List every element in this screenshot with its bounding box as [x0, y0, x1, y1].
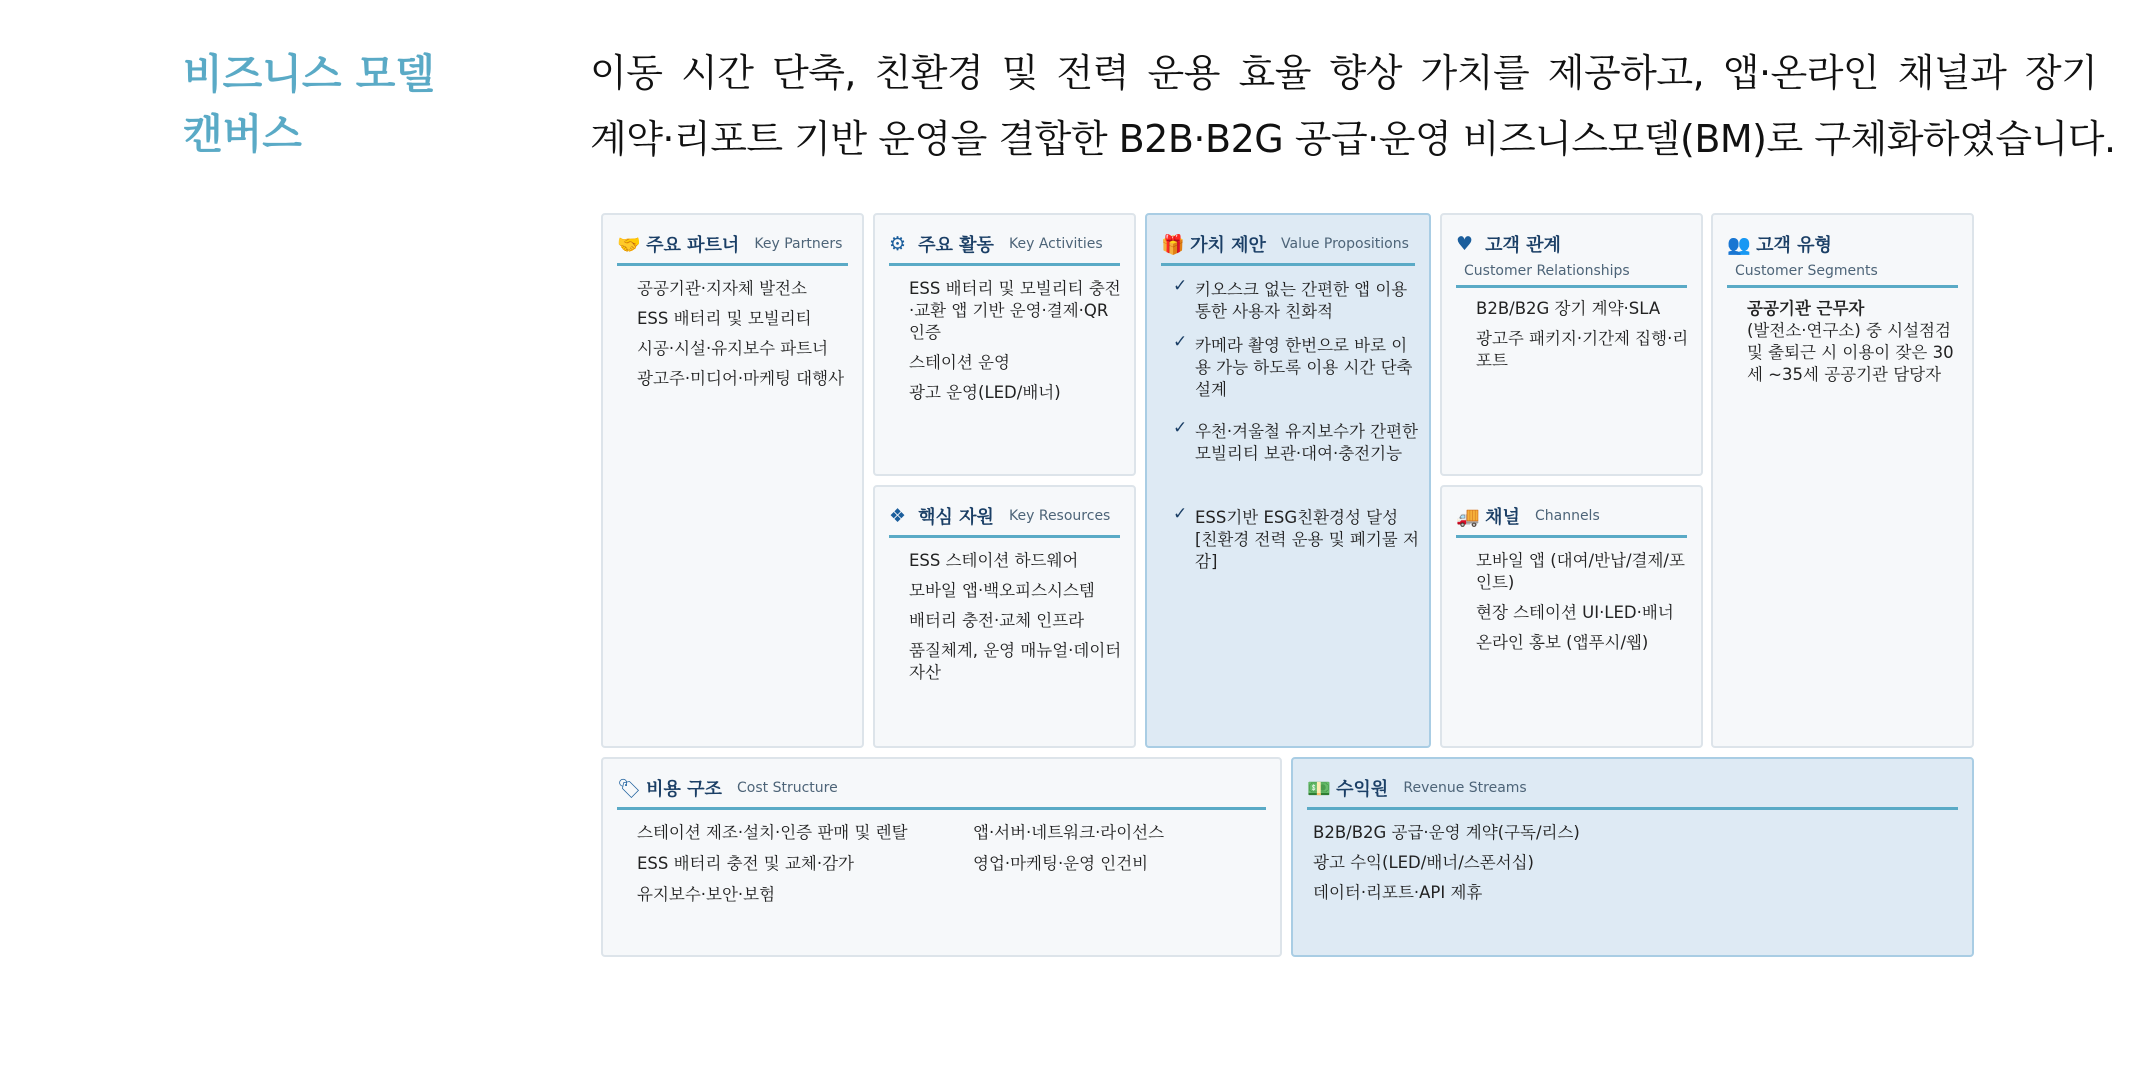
list-item: 광고 운영(LED/배너) — [909, 383, 1061, 402]
revenue-streams-title: 수익원 — [1336, 779, 1389, 800]
list-item: 유지보수·보안·보험 — [637, 885, 776, 904]
cost-structure-col-1 — [637, 822, 957, 915]
list-item: 현장 스테이션 UI·LED·배너 — [1476, 603, 1674, 622]
key-resources-list — [909, 550, 1124, 692]
cost-structure-col-2 — [973, 822, 1273, 884]
cost-structure-title: 비용 구조 — [646, 779, 722, 800]
list-item-text: 키오스크 없는 간편한 앱 이용 통한 사용자 친화적 — [1195, 280, 1408, 321]
list-item: B2B/B2G 공급·운영 계약(구독/리스) — [1313, 823, 1580, 842]
channels-title: 채널 — [1485, 507, 1520, 528]
customer-segments-subtitle: Customer Segments — [1735, 263, 1878, 279]
list-item: 영업·마케팅·운영 인건비 — [973, 854, 1149, 873]
customer-segments-title: 고객 유형 — [1756, 235, 1832, 256]
key-partners-header — [617, 231, 848, 266]
customer-segments-header — [1727, 231, 1958, 288]
key-partners-subtitle: Key Partners — [754, 236, 843, 252]
revenue-streams-block — [1291, 757, 1974, 957]
list-item: ESS 배터리 및 모빌리티 충전·교환 앱 기반 운영·결제·QR인증 — [909, 279, 1121, 342]
list-item — [1165, 418, 1423, 465]
users-icon: 👥 — [1727, 233, 1751, 256]
intro-line-2: 계약·리포트 기반 운영을 결합한 B2B·B2G 공급·운영 비즈니스모델(BM)로 구체화하였습니다. — [590, 117, 2116, 161]
key-partners-title: 주요 파트너 — [646, 235, 740, 256]
key-resources-block — [873, 485, 1136, 748]
key-resources-subtitle: Key Resources — [1009, 508, 1111, 524]
list-item-text: 카메라 촬영 한번으로 바로 이용 가능 하도록 이용 시간 단축 설계 — [1195, 336, 1413, 399]
list-item: 모바일 앱·백오피스시스템 — [909, 581, 1095, 600]
channels-block — [1440, 485, 1703, 748]
list-item-text: ESS기반 ESG친환경성 달성 [친환경 전력 운용 및 폐기물 저감] — [1195, 508, 1419, 571]
list-item: ESS 스테이션 하드웨어 — [909, 551, 1079, 570]
key-partners-list — [637, 278, 852, 398]
tags-icon: 🏷 — [617, 777, 642, 800]
revenue-streams-subtitle: Revenue Streams — [1403, 780, 1527, 796]
customer-segments-block — [1711, 213, 1974, 748]
money-icon: 💵 — [1307, 777, 1331, 800]
list-item — [1165, 276, 1423, 323]
customer-relationships-list — [1476, 298, 1691, 380]
list-item: 온라인 홍보 (앱푸시/웹) — [1476, 633, 1649, 652]
cost-structure-subtitle: Cost Structure — [737, 780, 838, 796]
segment-title: 공공기관 근무자 — [1747, 299, 1865, 318]
list-item: 앱·서버·네트워크·라이선스 — [973, 823, 1165, 842]
list-item: 시공·시설·유지보수 파트너 — [637, 339, 829, 358]
list-item-text: 우천·겨울철 유지보수가 간편한 모빌리티 보관·대여·충전기능 — [1195, 422, 1418, 463]
list-item — [1165, 504, 1423, 573]
list-item — [1165, 332, 1423, 401]
channels-subtitle: Channels — [1534, 508, 1600, 524]
key-activities-subtitle: Key Activities — [1009, 236, 1103, 252]
section-title-line-1: 비즈니스 모델 — [183, 50, 435, 98]
key-activities-header — [889, 231, 1120, 266]
value-propositions-block — [1145, 213, 1431, 748]
list-item: ESS 배터리 충전 및 교체·감가 — [637, 854, 854, 873]
gears-icon: ⚙ — [889, 233, 907, 255]
channels-header — [1456, 503, 1687, 538]
section-title-line-2: 캔버스 — [183, 110, 302, 158]
gift-icon: 🎁 — [1161, 233, 1185, 256]
handshake-icon: 🤝 — [617, 233, 641, 256]
list-item: 광고 수익(LED/배너/스폰서십) — [1313, 853, 1534, 872]
list-item: ESS 배터리 및 모빌리티 — [637, 309, 812, 328]
list-item: 배터리 충전·교체 인프라 — [909, 611, 1085, 630]
segment-description: (발전소·연구소) 중 시설점검 및 출퇴근 시 이용이 잦은 30세 ~35세 공공기관 담당자 — [1747, 321, 1954, 384]
channels-list — [1476, 550, 1691, 662]
customer-segments-list — [1747, 298, 1964, 394]
truck-icon: 🚚 — [1456, 505, 1480, 528]
check-icon: ✓ — [1173, 418, 1188, 438]
key-resources-title: 핵심 자원 — [918, 507, 994, 528]
list-item: 공공기관·지자체 발전소 — [637, 279, 807, 298]
key-activities-list — [909, 278, 1124, 412]
cubes-icon: ❖ — [889, 505, 907, 527]
list-item: 모바일 앱 (대여/반납/결제/포인트) — [1476, 551, 1685, 592]
customer-relationships-subtitle: Customer Relationships — [1464, 263, 1630, 279]
key-activities-title: 주요 활동 — [918, 235, 994, 256]
key-resources-header — [889, 503, 1120, 538]
list-item: 광고주 패키지·기간제 집행·리포트 — [1476, 329, 1689, 370]
customer-relationships-header — [1456, 231, 1687, 288]
section-title — [183, 44, 543, 164]
intro-line-1: 이동 시간 단축, 친환경 및 전력 운용 효율 향상 가치를 제공하고, 앱·온라인 채널과 장기 — [590, 51, 2098, 95]
check-icon: ✓ — [1173, 276, 1188, 296]
key-partners-block — [601, 213, 864, 748]
key-activities-block — [873, 213, 1136, 476]
list-item: B2B/B2G 장기 계약·SLA — [1476, 299, 1661, 318]
intro-paragraph — [590, 40, 2116, 172]
value-propositions-header — [1161, 231, 1415, 266]
cost-structure-header — [617, 775, 1266, 810]
list-item: 스테이션 운영 — [909, 353, 1010, 372]
revenue-streams-list — [1313, 822, 1962, 912]
customer-relationships-block — [1440, 213, 1703, 476]
check-icon: ✓ — [1173, 504, 1188, 524]
check-icon: ✓ — [1173, 332, 1188, 352]
cost-structure-block — [601, 757, 1282, 957]
heart-icon: ♥ — [1456, 233, 1474, 255]
list-item: 광고주·미디어·마케팅 대행사 — [637, 369, 845, 388]
list-item: 데이터·리포트·API 제휴 — [1313, 883, 1483, 902]
customer-relationships-title: 고객 관계 — [1485, 235, 1561, 256]
value-propositions-title: 가치 제안 — [1190, 235, 1266, 256]
list-item: 품질체계, 운영 매뉴얼·데이터 자산 — [909, 641, 1122, 682]
value-propositions-subtitle: Value Propositions — [1281, 236, 1409, 252]
revenue-streams-header — [1307, 775, 1958, 810]
list-item: 스테이션 제조·설치·인증 판매 및 렌탈 — [637, 823, 908, 842]
